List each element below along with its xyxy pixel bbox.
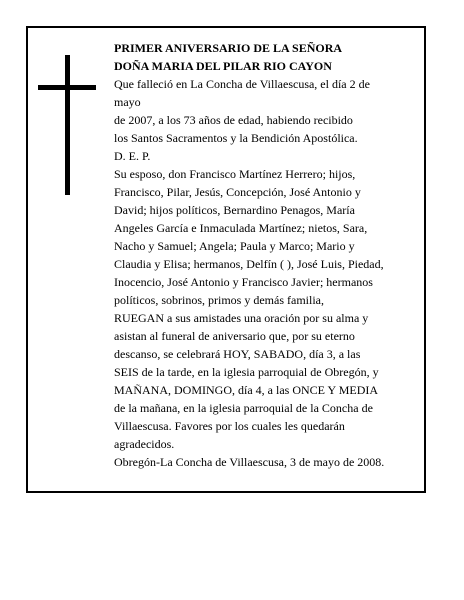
notice-body-line: MAÑANA, DOMINGO, día 4, a las ONCE Y MEDIA — [114, 383, 379, 397]
notice-body-line: D. E. P. — [114, 149, 151, 163]
notice-body-line: David; hijos políticos, Bernardino Penagos, María — [114, 203, 355, 217]
notice-title-line: DOÑA MARIA DEL PILAR RIO CAYON — [114, 59, 332, 73]
cross-icon-arm — [38, 85, 96, 90]
notice-body-line: descanso, se celebrará HOY, SABADO, día 3, a las — [114, 347, 361, 361]
notice-body-line: SEIS de la tarde, en la iglesia parroquial de Obregón, y — [114, 365, 379, 379]
notice-body-line: Nacho y Samuel; Angela; Paula y Marco; Mario y — [114, 239, 355, 253]
notice-body-line: Que falleció en La Concha de Villaescusa, el día 2 de — [114, 77, 370, 91]
obituary-text — [114, 39, 426, 471]
notice-title-line: PRIMER ANIVERSARIO DE LA SEÑORA — [114, 41, 343, 55]
notice-body-line: políticos, sobrinos, primos y demás familia, — [114, 293, 324, 307]
cross-icon — [65, 55, 70, 195]
notice-body-line: Angeles García e Inmaculada Martínez; nietos, Sara, — [114, 221, 368, 235]
notice-body-line: de la mañana, en la iglesia parroquial de la Concha de — [114, 401, 373, 415]
notice-body-line: agradecidos. — [114, 437, 175, 451]
notice-body-line: Su esposo, don Francisco Martínez Herrero; hijos, — [114, 167, 356, 181]
notice-body-line: Francisco, Pilar, Jesús, Concepción, José Antonio y — [114, 185, 361, 199]
notice-body-line: mayo — [114, 95, 141, 109]
notice-body-line: Obregón-La Concha de Villaescusa, 3 de mayo de 2008. — [114, 455, 385, 469]
notice-body-line: RUEGAN a sus amistades una oración por su alma y — [114, 311, 369, 325]
notice-body-line: los Santos Sacramentos y la Bendición Apostólica. — [114, 131, 358, 145]
notice-body-line: de 2007, a los 73 años de edad, habiendo recibido — [114, 113, 353, 127]
notice-body-line: Villaescusa. Favores por los cuales les quedarán — [114, 419, 345, 433]
notice-body-line: Claudia y Elisa; hermanos, Delfín ( ), José Luis, Piedad, — [114, 257, 384, 271]
notice-body-line: Inocencio, José Antonio y Francisco Javier; hermanos — [114, 275, 373, 289]
notice-body-line: asistan al funeral de aniversario que, por su eterno — [114, 329, 355, 343]
